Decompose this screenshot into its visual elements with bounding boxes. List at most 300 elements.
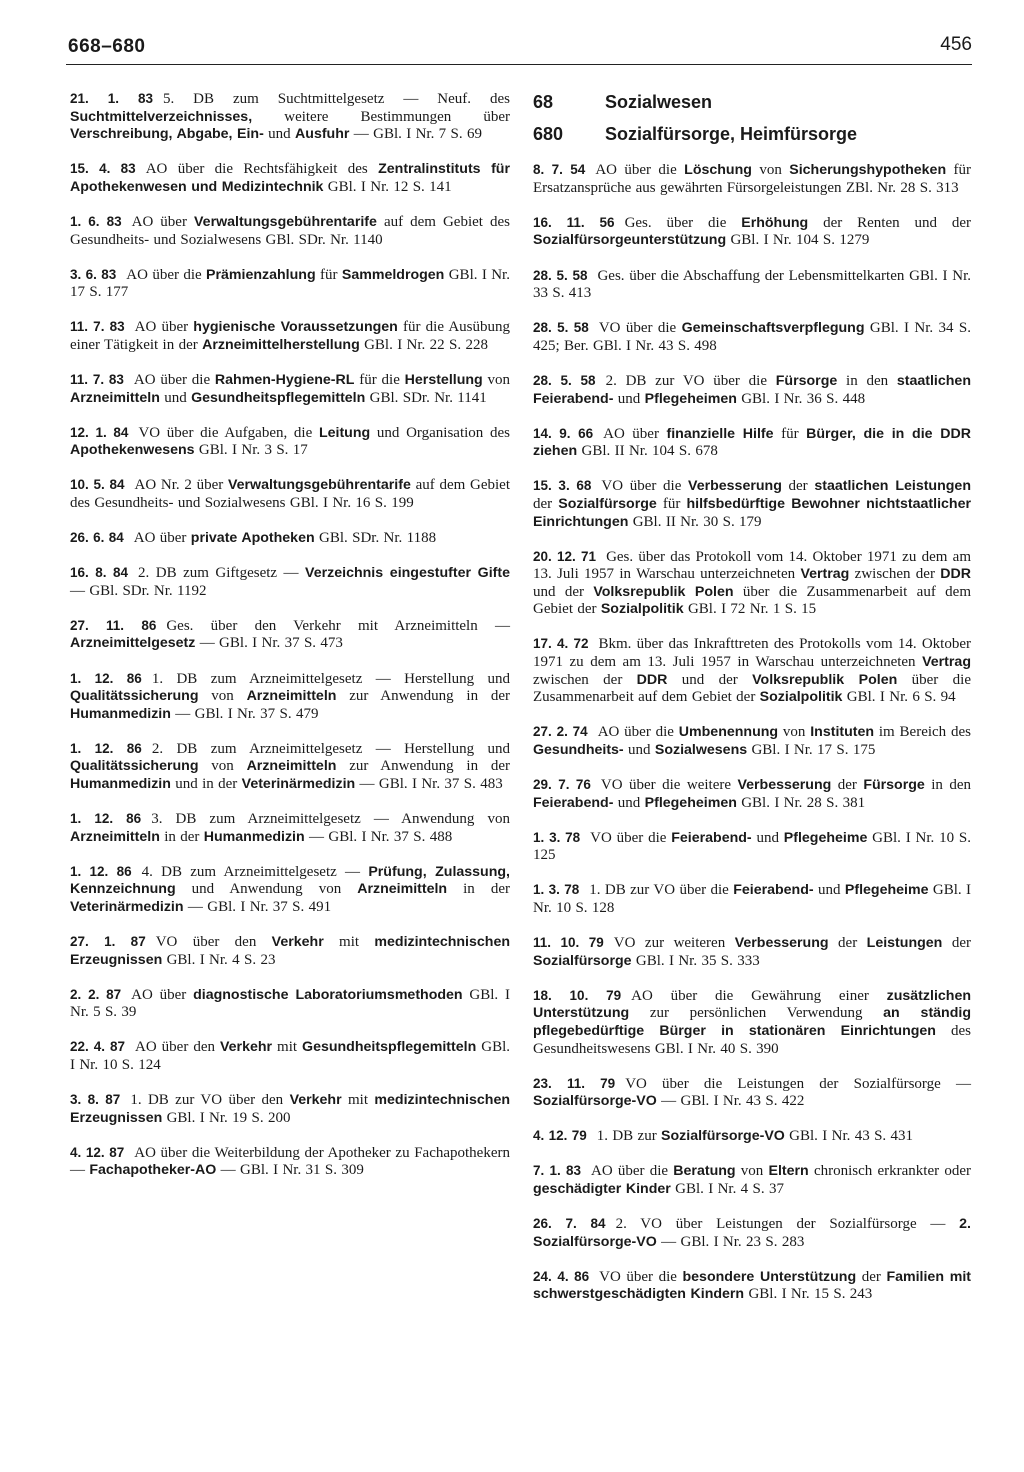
entry-text: von xyxy=(198,758,247,775)
entry-keyword: Verwaltungsgebührentarife xyxy=(227,477,411,494)
entry-text: der xyxy=(856,1268,887,1285)
entry-text: in der xyxy=(159,828,204,845)
entry-text: VO über die xyxy=(598,320,682,337)
entry-text: 3. DB zum Arzneimittelgesetz — Anwendung von xyxy=(151,811,511,828)
entry-keyword: Verbesserung xyxy=(734,935,829,952)
entry-text: und der xyxy=(533,583,594,600)
entry-text: GBl. I Nr. 22 S. 228 xyxy=(359,336,488,353)
register-entry xyxy=(533,881,971,917)
entry-keyword: Pflegeheimen xyxy=(644,390,737,407)
entry-keyword: Veterinärmedizin xyxy=(70,899,184,915)
entry-keyword: Arzneimitteln xyxy=(246,758,337,775)
entry-date: 20. 12. 71 xyxy=(533,548,597,564)
entry-keyword: 2. Sozialfürsorge-VO xyxy=(533,1216,971,1250)
entry-date: 21. 1. 83 xyxy=(70,91,153,106)
register-entry xyxy=(533,723,971,759)
register-entry xyxy=(70,213,510,249)
register-entry xyxy=(533,425,971,461)
register-entry xyxy=(70,90,510,144)
entry-keyword: Eltern xyxy=(768,1163,809,1180)
register-entry xyxy=(533,548,971,619)
entry-text: chronisch erkrankter oder xyxy=(808,1163,971,1180)
entry-keyword: Sozialfürsorge xyxy=(558,495,657,512)
entry-text: und xyxy=(623,741,655,758)
register-entry xyxy=(70,160,510,196)
entry-text: GBl. SDr. Nr. 1141 xyxy=(365,389,487,406)
register-entry xyxy=(533,161,971,197)
entry-text: der xyxy=(831,777,864,794)
entry-date: 1. 12. 86 xyxy=(70,670,142,686)
entry-keyword: Volksrepublik Polen xyxy=(593,583,734,600)
entry-keyword: Verschreibung, Abgabe, Ein- xyxy=(70,126,264,143)
entry-text: von xyxy=(751,162,790,179)
entry-date: 27. 11. 86 xyxy=(70,617,157,633)
entry-text: der xyxy=(828,935,867,952)
entry-keyword: Gemeinschaftsverpflegung xyxy=(681,320,865,337)
entry-text: und xyxy=(159,389,192,406)
entry-keyword: Löschung xyxy=(684,162,752,179)
entry-text: für xyxy=(315,266,342,283)
entry-text: zwischen der xyxy=(533,671,637,688)
page-number: 456 xyxy=(940,34,972,55)
entry-keyword: staatlichen Leistungen xyxy=(814,478,971,495)
entry-date: 1. 12. 86 xyxy=(70,811,142,827)
entry-keyword: Vertrag xyxy=(800,566,850,583)
subsection-title: Sozialfürsorge, Heimfürsorge xyxy=(605,123,858,144)
right-entries xyxy=(533,161,971,1304)
entry-date: 27. 2. 74 xyxy=(533,724,588,740)
entry-text: — GBl. I Nr. 37 S. 473 xyxy=(195,635,343,652)
entry-keyword: medizintechnischen Erzeugnissen xyxy=(70,934,511,968)
entry-keyword: DDR xyxy=(636,671,668,688)
entry-text: GBl. I Nr. 35 S. 333 xyxy=(631,952,760,969)
register-entry xyxy=(70,1038,510,1074)
entry-text: — GBl. SDr. Nr. 1192 xyxy=(70,582,207,599)
entry-keyword: Humanmedizin xyxy=(70,705,171,722)
register-entry xyxy=(533,1127,971,1146)
entry-keyword: Verkehr xyxy=(289,1092,342,1109)
entry-date: 11. 10. 79 xyxy=(533,935,604,951)
entry-keyword: Volksrepublik Polen xyxy=(752,671,898,688)
entry-date: 23. 11. 79 xyxy=(533,1075,616,1091)
entry-date: 27. 1. 87 xyxy=(70,934,146,950)
entry-keyword: Verbesserung xyxy=(688,478,782,495)
entry-keyword: Feierabend- xyxy=(533,794,614,811)
entry-text: AO über die Gewährung einer xyxy=(631,987,887,1004)
entry-keyword: staatlichen Feierabend- xyxy=(533,372,971,407)
entry-text: von xyxy=(198,688,247,705)
entry-text: VO über die xyxy=(590,829,672,846)
entry-keyword: Ausfuhr xyxy=(295,126,350,143)
entry-keyword: Umbenennung xyxy=(678,724,779,741)
entry-date: 11. 7. 83 xyxy=(70,372,124,388)
entry-text: und xyxy=(263,126,296,143)
register-entry xyxy=(533,1162,971,1198)
entry-text: AO über die xyxy=(597,724,679,741)
entry-text: GBl. I Nr. 28 S. 381 xyxy=(736,794,866,811)
entry-text: und xyxy=(813,882,845,899)
entry-keyword: Prämienzahlung xyxy=(206,266,316,283)
entry-text: VO über den xyxy=(155,934,272,951)
entry-date: 11. 7. 83 xyxy=(70,319,125,335)
entry-date: 22. 4. 87 xyxy=(70,1039,126,1055)
entry-keyword: Zentralinstituts für Apothekenwesen und Medizintechnik xyxy=(70,161,510,195)
entry-text: für xyxy=(656,495,687,512)
entry-keyword: Gesundheits- xyxy=(533,741,624,758)
entry-keyword: Pflegeheime xyxy=(844,882,929,899)
entry-text: — GBl. I Nr. 7 S. 69 xyxy=(349,126,482,143)
entry-keyword: Fürsorge xyxy=(863,777,925,794)
entry-keyword: Arzneimitteln xyxy=(246,688,337,705)
entry-text: — GBl. I Nr. 37 S. 488 xyxy=(304,828,453,845)
entry-text: AO über die Rechtsfähigkeit des xyxy=(145,161,379,178)
entry-keyword: Sozialpolitik xyxy=(759,689,843,706)
entry-keyword: Fachapotheker-AO xyxy=(89,1162,217,1179)
entry-keyword: Qualitätssicherung xyxy=(70,758,199,775)
entry-date: 16. 8. 84 xyxy=(70,565,129,581)
entry-text: zwischen der xyxy=(849,566,941,583)
register-entry xyxy=(533,829,971,865)
subsection-number: 680 xyxy=(533,123,564,144)
register-entry xyxy=(70,986,510,1022)
section-title: Sozialwesen xyxy=(605,92,713,112)
entry-text: GBl. I Nr. 19 S. 200 xyxy=(162,1109,291,1126)
register-entry xyxy=(533,477,971,531)
entry-keyword: hilfsbedürftige Bewohner nichtstaatlicher Einrichtungen xyxy=(533,495,971,530)
entry-keyword: Fürsorge xyxy=(775,372,838,389)
entry-text: für Ersatzansprüche aus gewährten Fürsorgeleistungen ZBl. Nr. 28 S. 313 xyxy=(533,162,972,196)
entry-text: GBl. I Nr. 104 S. 1279 xyxy=(726,232,870,249)
entry-date: 14. 9. 66 xyxy=(533,425,594,441)
entry-text: Ges. über die Abschaffung der Lebensmittelkarten GBl. I Nr. 33 S. 413 xyxy=(533,267,971,302)
entry-text: GBl. I Nr. 3 S. 17 xyxy=(194,442,308,459)
entry-text: im Bereich des xyxy=(874,724,971,741)
entry-date: 1. 6. 83 xyxy=(70,213,122,229)
entry-text: und in der xyxy=(170,776,242,793)
entry-text: — GBl. I Nr. 37 S. 479 xyxy=(170,705,319,722)
entry-text: und xyxy=(613,390,645,407)
entry-keyword: finanzielle Hilfe xyxy=(666,425,774,442)
entry-text: der xyxy=(781,478,815,495)
entry-text: 1. DB zur xyxy=(596,1128,662,1145)
entry-date: 1. 3. 78 xyxy=(533,882,580,898)
entry-keyword: Herstellung xyxy=(404,372,483,389)
entry-text: in der xyxy=(447,881,510,898)
entry-keyword: diagnostische Laboratoriumsmethoden xyxy=(193,986,463,1003)
entry-keyword: besondere Unterstützung xyxy=(682,1268,857,1285)
entry-keyword: DDR xyxy=(940,566,972,583)
entry-text: und xyxy=(751,829,784,846)
entry-text: GBl. I Nr. 10 S. 128 xyxy=(533,882,971,916)
entry-text: in den xyxy=(837,372,897,389)
entry-date: 12. 1. 84 xyxy=(70,424,129,440)
entry-keyword: private Apotheken xyxy=(190,530,315,547)
entry-keyword: Leistungen xyxy=(866,935,943,952)
entry-text: GBl. I Nr. 10 S. 125 xyxy=(533,829,972,864)
entry-text: AO über die Weiterbildung der Apotheker zu Fachapothekern — xyxy=(70,1144,510,1179)
entry-date: 15. 4. 83 xyxy=(70,161,136,177)
entry-date: 7. 1. 83 xyxy=(533,1163,581,1179)
entry-text: der xyxy=(942,935,971,952)
entry-keyword: Pflegeheime xyxy=(783,829,868,846)
register-entry xyxy=(70,1091,510,1127)
entry-date: 29. 7. 76 xyxy=(533,777,591,793)
entry-keyword: Rahmen-Hygiene-RL xyxy=(214,372,355,389)
entry-keyword: Sozialfürsorgeunterstützung xyxy=(533,232,727,249)
entry-text: 2. DB zum Giftgesetz — xyxy=(138,565,306,582)
register-entry xyxy=(70,863,510,917)
register-entry xyxy=(70,810,510,846)
entry-keyword: Sozialwesens xyxy=(654,741,748,758)
entry-keyword: Familien mit schwerstgeschädigten Kindern xyxy=(533,1268,972,1303)
register-entry xyxy=(533,776,971,812)
page-header xyxy=(66,34,972,65)
register-entry xyxy=(533,934,971,970)
subsection-heading xyxy=(533,123,971,144)
entry-text: GBl. I 72 Nr. 1 S. 15 xyxy=(683,601,817,618)
entry-date: 3. 6. 83 xyxy=(70,266,117,282)
entry-keyword: Sozialfürsorge-VO xyxy=(661,1128,785,1145)
entry-text: AO über xyxy=(133,530,191,547)
register-entry xyxy=(533,319,971,355)
entry-text: auf dem Gebiet des Gesundheits- und Sozialwesens GBl. I Nr. 16 S. 199 xyxy=(70,477,511,511)
entry-text: GBl. II Nr. 104 S. 678 xyxy=(577,443,718,460)
register-entry xyxy=(70,933,510,969)
register-entry xyxy=(533,1075,971,1111)
entry-keyword: Verkehr xyxy=(271,934,324,951)
entry-date: 17. 4. 72 xyxy=(533,636,589,652)
entry-date: 15. 3. 68 xyxy=(533,478,592,494)
entry-keyword: Arzneimitteln xyxy=(70,828,160,845)
entry-keyword: Humanmedizin xyxy=(203,828,305,845)
entry-text: 1. DB zur VO über die xyxy=(589,882,734,899)
entry-text: von xyxy=(482,372,510,389)
entry-text: — GBl. I Nr. 43 S. 422 xyxy=(656,1093,805,1110)
entry-text: von xyxy=(778,724,811,741)
entry-keyword: Suchtmittelverzeichnisses, xyxy=(70,108,253,125)
left-column xyxy=(70,90,510,1197)
entry-text: GBl. I Nr. 10 S. 124 xyxy=(70,1039,510,1074)
entry-text: Ges. über die xyxy=(624,214,742,231)
entry-keyword: Arzneimittelherstellung xyxy=(202,336,360,353)
entry-keyword: Sicherungshypotheken xyxy=(789,162,947,179)
entry-text: GBl. I Nr. 4 S. 23 xyxy=(162,951,276,968)
entry-keyword: Bürger, die in die DDR ziehen xyxy=(533,425,971,460)
entry-keyword: Erhöhung xyxy=(741,214,809,231)
entry-text: mit xyxy=(341,1092,375,1109)
entry-text: zur Anwendung in der xyxy=(336,758,510,775)
register-entry xyxy=(533,372,971,408)
entry-text: für xyxy=(773,425,807,442)
entry-text: zur Anwendung in der xyxy=(336,688,510,705)
entry-date: 1. 3. 78 xyxy=(533,829,581,845)
entry-keyword: Verzeichnis eingestufter Gifte xyxy=(305,565,510,582)
register-entry xyxy=(533,1268,971,1304)
entry-date: 4. 12. 79 xyxy=(533,1128,587,1144)
entry-keyword: Pflegeheimen xyxy=(644,794,737,811)
entry-text: VO über die Leistungen der Sozialfürsorge — xyxy=(625,1075,972,1092)
entry-text: AO über die xyxy=(126,266,207,283)
register-entry xyxy=(533,1215,971,1251)
section-range: 668–680 xyxy=(68,36,146,57)
entry-keyword: geschädigter Kinder xyxy=(533,1181,671,1198)
entry-text: GBl. I Nr. 4 S. 37 xyxy=(670,1181,784,1198)
register-entry xyxy=(70,564,510,600)
entry-keyword: Beratung xyxy=(673,1163,736,1180)
entry-text: für die xyxy=(354,372,405,389)
entry-text: GBl. I Nr. 12 S. 141 xyxy=(323,178,452,195)
entry-text: — GBl. I Nr. 37 S. 483 xyxy=(355,776,503,793)
entry-text: AO über die xyxy=(590,1163,674,1180)
entry-keyword: Leitung xyxy=(318,424,371,441)
register-entry xyxy=(70,266,510,302)
entry-text: GBl. I Nr. 17 S. 177 xyxy=(70,266,510,301)
entry-date: 3. 8. 87 xyxy=(70,1092,121,1108)
entry-text: über die Zusammenarbeit auf dem Gebiet der xyxy=(533,583,971,618)
entry-keyword: Sammeldrogen xyxy=(341,266,445,283)
entry-text: GBl. II Nr. 30 S. 179 xyxy=(628,513,762,530)
entry-text: 2. DB zum Arzneimittelgesetz — Herstellung und xyxy=(151,740,511,757)
entry-text: über die Zusammenarbeit auf dem Gebiet der xyxy=(533,671,971,706)
entry-text: für die Ausübung einer Tätigkeit in der xyxy=(70,319,510,353)
entry-text: der xyxy=(533,495,559,512)
entry-text: und Organisation des xyxy=(370,424,510,441)
entry-date: 28. 5. 58 xyxy=(533,320,589,336)
register-entry xyxy=(70,740,510,794)
register-entry xyxy=(70,617,510,653)
entry-text: Bkm. über das Inkrafttreten des Protokolls vom 14. Oktober 1971 zu dem am 13. Juli 1957 in Warschau unterzeichneten xyxy=(533,636,971,671)
entry-text: in den xyxy=(924,777,972,794)
entry-date: 28. 5. 58 xyxy=(533,372,596,388)
entry-date: 1. 12. 86 xyxy=(70,863,132,879)
entry-text: und xyxy=(613,794,645,811)
entry-keyword: Verwaltungsgebührentarife xyxy=(194,213,377,230)
entry-date: 26. 6. 84 xyxy=(70,530,124,546)
entry-keyword: Sozialfürsorge xyxy=(533,952,632,969)
entry-text: GBl. I Nr. 34 S. 425; Ber. GBl. I Nr. 43 S. 498 xyxy=(533,320,971,354)
section-heading xyxy=(533,94,971,112)
entry-date: 8. 7. 54 xyxy=(533,162,586,178)
entry-keyword: Sozialfürsorge-VO xyxy=(533,1093,657,1110)
entry-text: 1. DB zum Arzneimittelgesetz — Herstellung und xyxy=(151,670,511,687)
entry-keyword: zusätzlichen Unterstützung xyxy=(533,987,971,1022)
register-entry xyxy=(70,529,510,548)
entry-keyword: Gesundheitspflegemitteln xyxy=(302,1039,477,1056)
entry-keyword: Sozialpolitik xyxy=(600,601,684,618)
register-entry xyxy=(533,987,971,1058)
entry-date: 26. 7. 84 xyxy=(533,1216,606,1232)
entry-text: des Gesundheitswesens GBl. I Nr. 40 S. 390 xyxy=(533,1022,971,1057)
entry-keyword: Veterinärmedizin xyxy=(241,776,356,793)
entry-text: — GBl. I Nr. 31 S. 309 xyxy=(216,1162,364,1179)
entry-text: AO über die xyxy=(133,372,215,389)
entry-keyword: Arzneimitteln xyxy=(357,881,448,898)
entry-text: mit xyxy=(272,1039,303,1056)
entry-keyword: Apothekenwesens xyxy=(70,442,195,459)
entry-text: 2. DB zur VO über die xyxy=(605,372,776,389)
register-entry xyxy=(70,670,510,724)
entry-text: weitere Bestimmungen über xyxy=(252,108,510,125)
entry-text: AO über xyxy=(134,319,194,336)
entry-text: AO über xyxy=(131,986,194,1003)
entry-keyword: Qualitätssicherung xyxy=(70,688,199,705)
entry-date: 10. 5. 84 xyxy=(70,477,125,493)
register-entry xyxy=(70,424,510,460)
register-entry xyxy=(70,318,510,354)
section-number: 68 xyxy=(533,92,554,112)
entry-keyword: Verbesserung xyxy=(737,777,832,794)
entry-keyword: Arzneimittelgesetz xyxy=(70,635,196,652)
entry-text: 5. DB zum Suchtmittelgesetz — Neuf. des xyxy=(162,91,510,107)
entry-text: AO über xyxy=(131,213,194,230)
entry-text: GBl. I Nr. 5 S. 39 xyxy=(70,986,510,1021)
entry-text: der Renten und der xyxy=(808,214,971,231)
entry-text: AO über xyxy=(603,425,667,442)
entry-date: 24. 4. 86 xyxy=(533,1268,590,1284)
entry-keyword: Vertrag xyxy=(922,654,971,671)
entry-date: 16. 11. 56 xyxy=(533,214,615,230)
entry-text: AO über den xyxy=(135,1039,220,1056)
entry-text: VO über die xyxy=(599,1268,683,1285)
entry-text: AO über die xyxy=(595,162,685,179)
entry-text: von xyxy=(735,1163,769,1180)
entry-keyword: Instituten xyxy=(810,724,875,741)
register-entry xyxy=(70,476,510,512)
entry-text: VO über die Aufgaben, die xyxy=(138,424,319,441)
entry-date: 28. 5. 58 xyxy=(533,267,588,283)
entry-keyword: Feierabend- xyxy=(671,829,752,846)
entry-text: VO über die xyxy=(601,478,689,495)
register-entry xyxy=(70,1144,510,1180)
entry-text: GBl. I Nr. 17 S. 175 xyxy=(747,741,876,758)
entry-date: 2. 2. 87 xyxy=(70,986,122,1002)
entry-text: mit xyxy=(323,934,375,951)
entry-keyword: medizintechnischen Erzeugnissen xyxy=(70,1092,511,1126)
entry-text: — GBl. I Nr. 37 S. 491 xyxy=(183,899,332,915)
entry-text: auf dem Gebiet des Gesundheits- und Sozialwesens GBl. SDr. Nr. 1140 xyxy=(70,213,510,248)
entry-text: AO Nr. 2 über xyxy=(134,477,228,494)
entry-text: Ges. über den Verkehr mit Arzneimitteln — xyxy=(166,617,510,634)
entry-text: zur persönlichen Verwendung xyxy=(629,1005,884,1022)
entry-keyword: Gesundheitspflegemitteln xyxy=(191,389,366,406)
register-entry xyxy=(533,214,971,250)
entry-date: 4. 12. 87 xyxy=(70,1144,125,1160)
entry-keyword: Prüfung, Zulassung, Kennzeichnung xyxy=(70,863,510,898)
entry-text: 1. DB zur VO über den xyxy=(130,1092,290,1109)
entry-text: VO zur weiteren xyxy=(613,935,735,952)
entry-keyword: Arzneimitteln xyxy=(70,389,160,406)
entry-keyword: Verkehr xyxy=(219,1039,273,1056)
entry-date: 18. 10. 79 xyxy=(533,987,622,1003)
entry-date: 1. 12. 86 xyxy=(70,740,142,756)
entry-text: und Anwendung von xyxy=(175,881,358,898)
entry-keyword: an ständig pflegebedürftige Bürger in stationären Einrichtungen xyxy=(533,1005,971,1039)
entry-text: GBl. SDr. Nr. 1188 xyxy=(314,530,437,547)
entry-keyword: Feierabend- xyxy=(733,882,814,899)
entry-keyword: Humanmedizin xyxy=(70,776,171,793)
entry-text: GBl. I Nr. 36 S. 448 xyxy=(736,390,866,407)
entry-text: GBl. I Nr. 43 S. 431 xyxy=(784,1128,914,1145)
right-column xyxy=(533,94,971,1321)
register-entry xyxy=(70,371,510,407)
entry-text: GBl. I Nr. 6 S. 94 xyxy=(842,689,956,706)
entry-keyword: hygienische Voraussetzungen xyxy=(193,319,398,336)
register-entry xyxy=(533,267,971,303)
entry-text: — GBl. I Nr. 23 S. 283 xyxy=(656,1233,805,1250)
entry-text: GBl. I Nr. 15 S. 243 xyxy=(744,1286,873,1303)
entry-text: und der xyxy=(667,671,753,688)
entry-text: VO über die weitere xyxy=(600,777,738,794)
